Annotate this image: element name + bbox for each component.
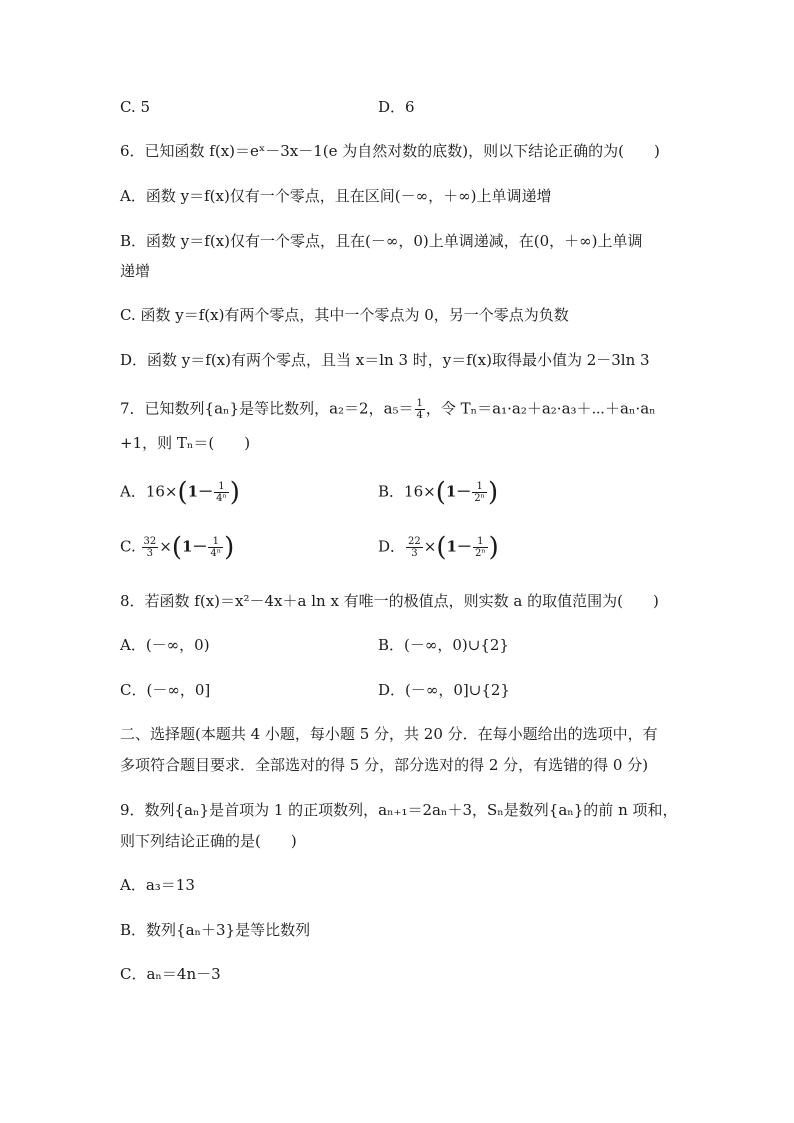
q6-option-a: A．函数 y＝f(x)仅有一个零点，且在区间(－∞，＋∞)上单调递增 [120, 187, 552, 205]
q7a-one-minus: 1－ [187, 482, 214, 501]
q7b-one-minus: 1－ [445, 482, 472, 501]
question-7-cont: +1，则 Tₙ＝( ) [120, 434, 251, 452]
q7-text-post: ，令 Tₙ＝a₁·a₂＋a₂·a₃＋⋯＋aₙ·aₙ [425, 399, 656, 418]
q7-frac-den: 4 [416, 410, 423, 421]
option-d-q5: D．6 [378, 98, 415, 116]
q7b-label: B．16× [378, 482, 436, 501]
q7-option-c: C. $\frac{32}{3}$ ×(1－ $\frac{1}{\text{4ⁿ}}$ ) [120, 532, 235, 563]
q7d-coef-den: 3 [411, 548, 418, 559]
q7d-den: 2ⁿ [474, 548, 486, 559]
question-9-cont: 则下列结论正确的是( ) [120, 832, 297, 850]
q9-option-a: A．a₃＝13 [120, 876, 195, 894]
q7-frac-num: 1 [416, 398, 423, 409]
q7a-label: A．16× [120, 482, 178, 501]
section-2-heading: 二、选择题(本题共 4 小题，每小题 5 分，共 20 分．在每小题给出的选项中，有 [120, 725, 658, 743]
q7b-den: 2ⁿ [474, 493, 485, 504]
question-7 [120, 398, 656, 421]
q7b-num: 1 [472, 481, 487, 493]
q6-option-c: C. 函数 y＝f(x)有两个零点，其中一个零点为 0，另一个零点为负数 [120, 306, 569, 324]
q7d-label: D． [378, 537, 406, 556]
q7-text-pre: 7．已知数列{aₙ}是等比数列，a₂＝2，a₅＝ [120, 399, 414, 418]
q7c-coef-num: 32 [143, 536, 157, 547]
q7d-num: 1 [473, 536, 488, 548]
q7-fraction [415, 398, 425, 421]
q7d-one-minus: 1－ [446, 537, 472, 556]
q7c-one-minus: 1－ [181, 537, 208, 556]
q9-option-c: C．aₙ＝4n－3 [120, 965, 221, 983]
question-6: 6．已知函数 f(x)＝eˣ－3x－1(e 为自然对数的底数)，则以下结论正确的为( ) [120, 142, 660, 160]
option-c-q5: C. 5 [120, 98, 151, 116]
q7c-den: 4ⁿ [210, 548, 222, 559]
section-2-heading-cont: 多项符合题目要求．全部选对的得 5 分，部分选对的得 2 分，有选错的得 0 分) [120, 756, 649, 774]
q8-option-c: C．(－∞，0] [120, 681, 211, 699]
question-8: 8．若函数 f(x)＝x²－4x＋a ln x 有唯一的极值点，则实数 a 的取值范围为( ) [120, 592, 659, 610]
q7c-num: 1 [208, 536, 223, 548]
q8-option-d: D．(－∞，0]∪{2} [378, 681, 510, 699]
q7a-den: 4ⁿ [216, 493, 227, 504]
q8-option-a: A．(－∞，0) [120, 636, 210, 654]
q7c-coef-den: 3 [146, 548, 154, 559]
q6-option-d: D．函数 y＝f(x)有两个零点，且当 x＝ln 3 时，y＝f(x)取得最小值为 2－3ln 3 [120, 351, 650, 369]
q7d-coef-num: 22 [408, 536, 421, 547]
q8-option-b: B．(－∞，0)∪{2} [378, 636, 509, 654]
q6-option-b-cont: 递增 [120, 262, 151, 280]
q7a-num: 1 [214, 481, 229, 493]
q7-option-a: A．16×(1－ $\frac{1}{\text{4ⁿ}}$ ) [120, 477, 240, 508]
q7c-label: C. [120, 537, 136, 556]
q7-option-d: D． $\frac{22}{3}$ ×(1－ $\frac{1}{\text{2ⁿ}}$ ) [378, 532, 499, 563]
question-9: 9．数列{aₙ}是首项为 1 的正项数列，aₙ₊₁＝2aₙ＋3，Sₙ是数列{aₙ}的前 n 项和， [120, 801, 678, 819]
q6-option-b: B．函数 y＝f(x)仅有一个零点，且在(－∞，0)上单调递减，在(0，＋∞)上单调 [120, 232, 643, 250]
q7-option-b: B．16×(1－ $\frac{1}{\text{2ⁿ}}$ ) [378, 477, 499, 508]
q9-option-b: B．数列{aₙ＋3}是等比数列 [120, 921, 311, 939]
